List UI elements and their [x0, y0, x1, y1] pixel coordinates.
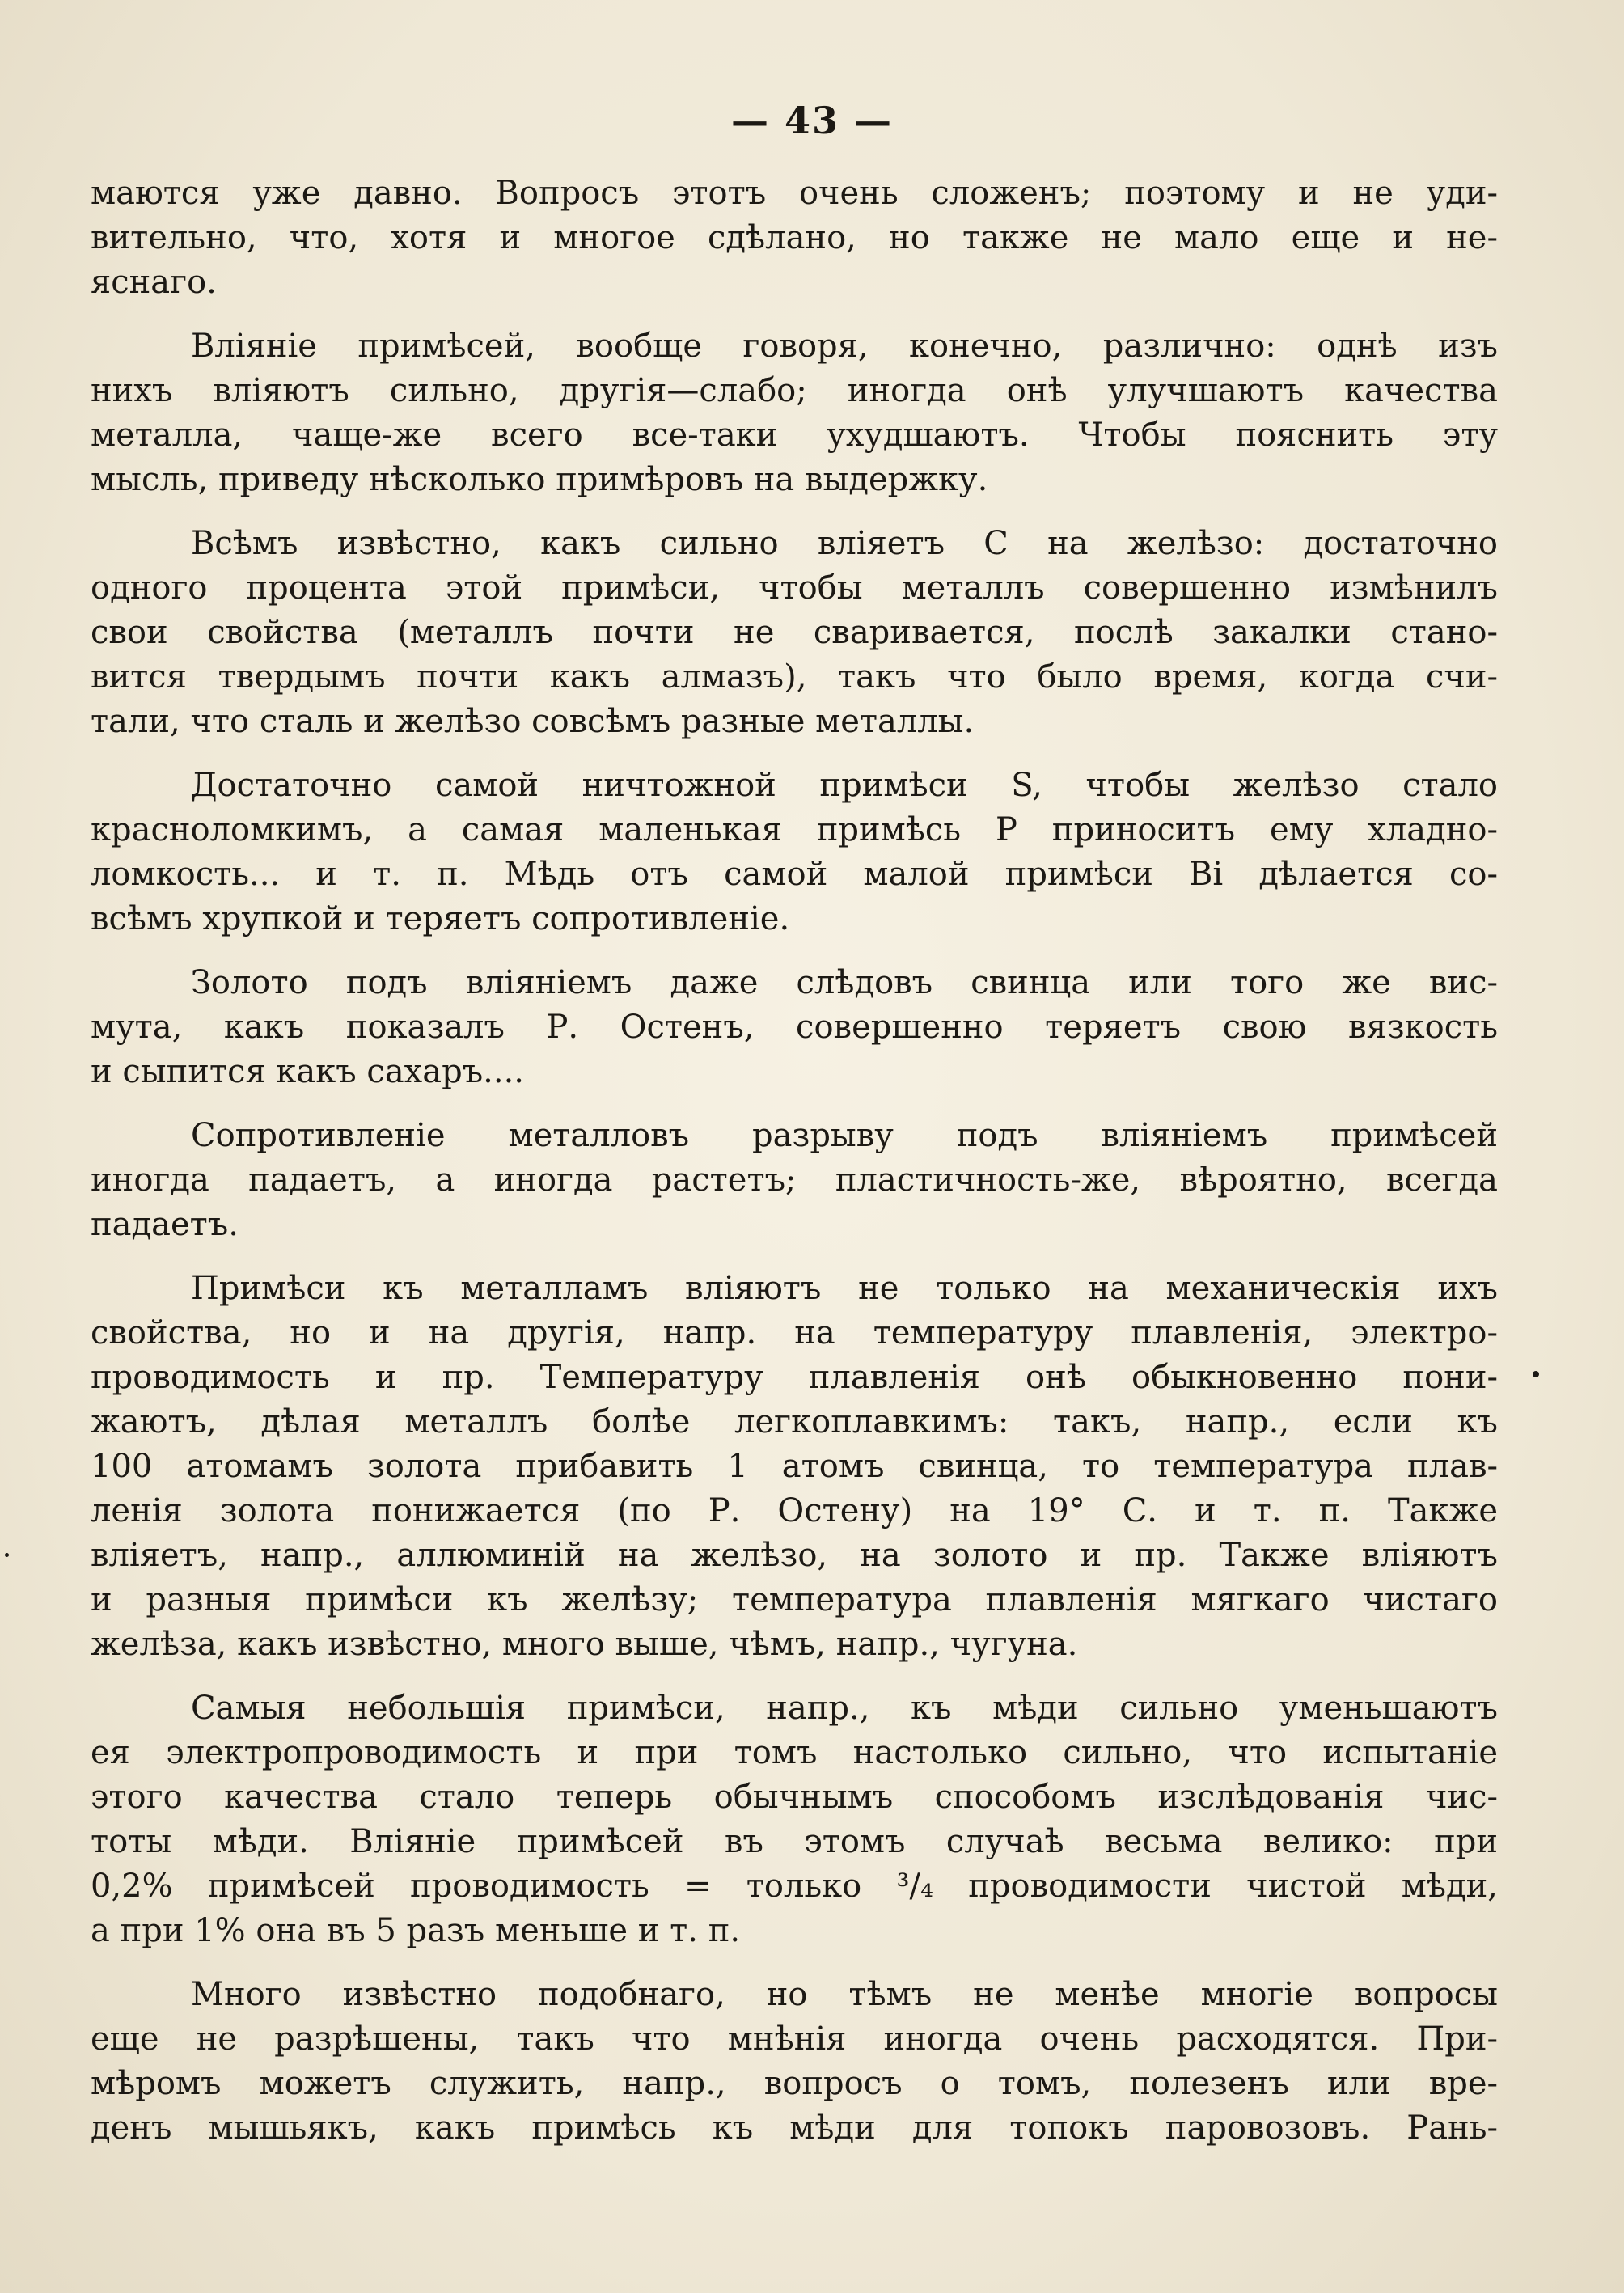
- text-line: ленія золота понижается (по Р. Остену) на 19° С. и т. п. Также: [91, 1492, 1498, 1529]
- text-line: Самыя небольшія примѣси, напр., къ мѣди сильно уменьшаютъ: [191, 1690, 1498, 1727]
- text-line: вительно, что, хотя и многое сдѣлано, но также не мало еще и не-: [91, 219, 1498, 256]
- text-line: ея электропроводимость и при томъ настолько сильно, что испытаніе: [91, 1734, 1498, 1771]
- text-line: вліяетъ, напр., аллюминій на желѣзо, на золото и пр. Также вліяютъ: [91, 1537, 1498, 1574]
- text-line: еще не разрѣшены, такъ что мнѣнія иногда очень расходятся. При-: [91, 2020, 1498, 2058]
- text-line: проводимость и пр. Температуру плавленія онѣ обыкновенно пони-: [91, 1359, 1498, 1396]
- text-line: нихъ вліяютъ сильно, другія—слабо; иногда онѣ улучшаютъ качества: [91, 372, 1498, 409]
- text-line: а при 1% она въ 5 разъ меньше и т. п.: [91, 1912, 741, 1949]
- text-line: мута, какъ показалъ Р. Остенъ, совершенно теряетъ свою вязкость: [91, 1009, 1498, 1046]
- text-line: и разныя примѣси къ желѣзу; температура плавленія мягкаго чистаго: [91, 1581, 1498, 1618]
- text-line: 0,2% примѣсей проводимость = только ³/₄ проводимости чистой мѣди,: [91, 1868, 1498, 1905]
- ink-speck: [1533, 1371, 1539, 1377]
- text-line: иногда падаетъ, а иногда растетъ; пластичность-же, вѣроятно, всегда: [91, 1161, 1498, 1199]
- paragraph: [91, 171, 1498, 305]
- text-line: жаютъ, дѣлая металлъ болѣе легкоплавкимъ: такъ, напр., если къ: [91, 1403, 1498, 1441]
- paragraph: [91, 764, 1498, 941]
- text-line: 100 атомамъ золота прибавить 1 атомъ свинца, то температура плав-: [91, 1448, 1498, 1485]
- text-line: тали, что сталь и желѣзо совсѣмъ разные металлы.: [91, 703, 975, 740]
- text-line: Достаточно самой ничтожной примѣси S, чтобы желѣзо стало: [191, 767, 1498, 804]
- text-line: этого качества стало теперь обычнымъ способомъ изслѣдованія чис-: [91, 1779, 1498, 1816]
- text-line: свойства, но и на другія, напр. на температуру плавленія, электро-: [91, 1314, 1498, 1352]
- text-line: всѣмъ хрупкой и теряетъ сопротивленіе.: [91, 900, 790, 937]
- body-text: [91, 171, 1498, 2151]
- text-line: свои свойства (металлъ почти не сваривается, послѣ закалки стано-: [91, 614, 1498, 651]
- paragraph: [91, 1267, 1498, 1667]
- text-line: вится твердымъ почти какъ алмазъ), такъ что было время, когда счи-: [91, 658, 1498, 696]
- text-line: Золото подъ вліяніемъ даже слѣдовъ свинца или того же вис-: [191, 964, 1498, 1001]
- ink-speck: [5, 1553, 9, 1557]
- text-line: тоты мѣди. Вліяніе примѣсей въ этомъ случаѣ весьма велико: при: [91, 1823, 1498, 1860]
- text-line: маются уже давно. Вопросъ этотъ очень сложенъ; поэтому и не уди-: [91, 175, 1498, 212]
- text-line: мѣромъ можетъ служить, напр., вопросъ о томъ, полезенъ или вре-: [91, 2065, 1498, 2102]
- text-line: ломкость... и т. п. Мѣдь отъ самой малой примѣси Bi дѣлается со-: [91, 856, 1498, 893]
- paragraph: [91, 522, 1498, 744]
- paragraph: [91, 1686, 1498, 1953]
- text-line: Вліяніе примѣсей, вообще говоря, конечно, различно: однѣ изъ: [191, 328, 1498, 365]
- text-line: денъ мышьякъ, какъ примѣсь къ мѣди для топокъ паровозовъ. Рань-: [91, 2109, 1498, 2147]
- paragraph: [91, 324, 1498, 502]
- text-line: падаетъ.: [91, 1206, 239, 1243]
- text-line: одного процента этой примѣси, чтобы металлъ совершенно измѣнилъ: [91, 569, 1498, 607]
- page-number: — 43 —: [730, 99, 894, 142]
- text-line: красноломкимъ, а самая маленькая примѣсь Р приноситъ ему хладно-: [91, 811, 1498, 848]
- text-line: желѣза, какъ извѣстно, много выше, чѣмъ, напр., чугуна.: [91, 1626, 1078, 1663]
- text-line: Сопротивленіе металловъ разрыву подъ вліяніемъ примѣсей: [191, 1117, 1498, 1154]
- text-line: яснаго.: [91, 264, 217, 301]
- paragraph: [91, 1114, 1498, 1247]
- paragraph: [91, 961, 1498, 1094]
- text-line: Всѣмъ извѣстно, какъ сильно вліяетъ С на желѣзо: достаточно: [191, 525, 1498, 562]
- text-line: мысль, приведу нѣсколько примѣровъ на выдержку.: [91, 461, 988, 498]
- text-line: Много извѣстно подобнаго, но тѣмъ не менѣе многіе вопросы: [191, 1976, 1498, 2013]
- text-line: металла, чаще-же всего все-таки ухудшаютъ. Чтобы пояснить эту: [91, 417, 1498, 454]
- text-line: и сыпится какъ сахаръ....: [91, 1053, 524, 1090]
- text-line: Примѣси къ металламъ вліяютъ не только на механическія ихъ: [191, 1270, 1498, 1307]
- paragraph: [91, 1973, 1498, 2151]
